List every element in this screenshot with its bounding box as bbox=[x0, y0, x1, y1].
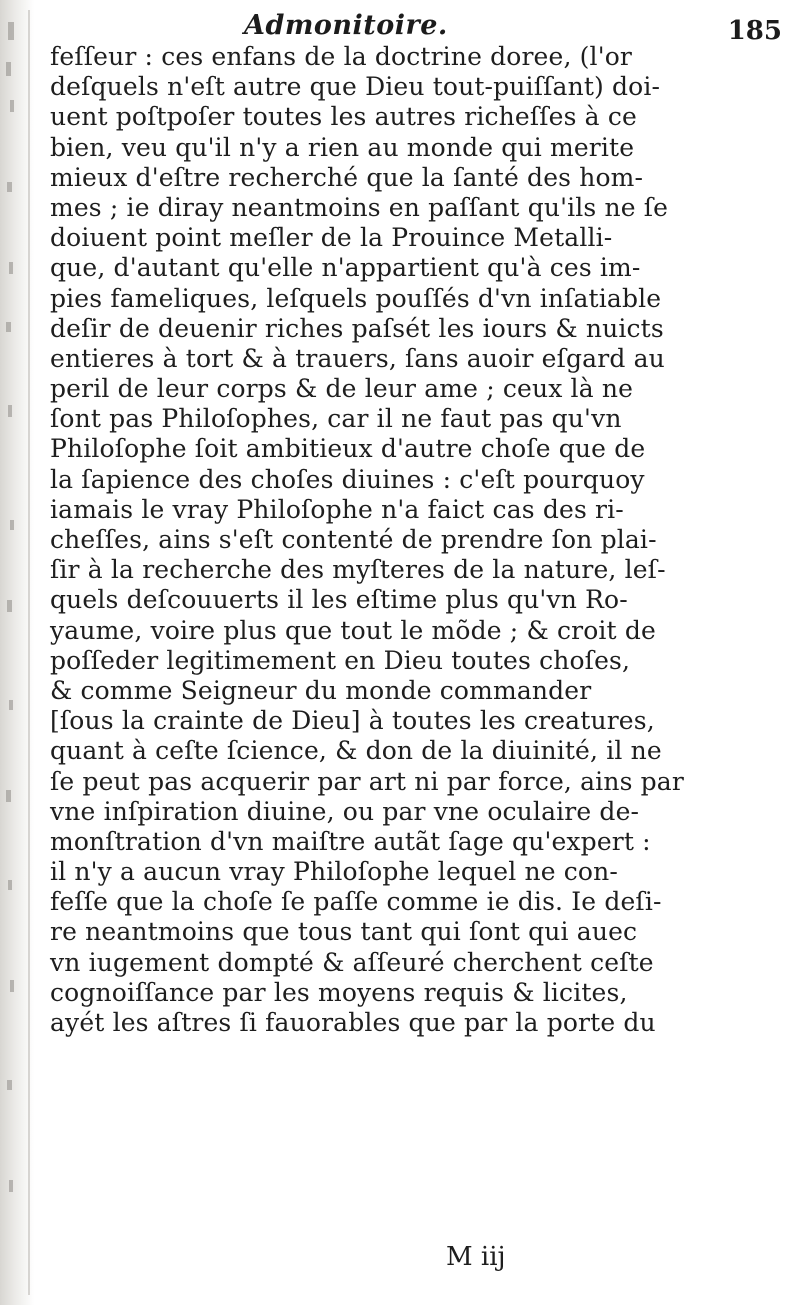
text-line: mieux d'eſtre recherché que la ſanté des hom- bbox=[50, 162, 644, 192]
page-number: 185 bbox=[727, 16, 782, 46]
text-line: ayét les aſtres ſi fauorables que par la porte du bbox=[50, 1008, 656, 1037]
signature-mark: M iij bbox=[446, 1242, 506, 1272]
text-line: Philoſophe ſoit ambitieux d'autre choſe que de bbox=[50, 434, 646, 464]
text-line: doiuent point meſler de la Prouince Metalli- bbox=[50, 223, 613, 253]
binding-shadow-marks bbox=[0, 0, 30, 1305]
text-line: mes ; ie diray neantmoins en paſſant qu'ils ne ſe bbox=[50, 192, 669, 222]
text-line: peril de leur corps & de leur ame ; ceux là ne bbox=[50, 374, 634, 404]
text-line: pies fameliques, leſquels pouſſés d'vn inſatiable bbox=[50, 283, 662, 313]
text-line: ſe peut pas acquerir par art ni par force, ains par bbox=[50, 766, 684, 796]
text-line: cheſſes, ains s'eſt contenté de prendre ſon plai- bbox=[50, 525, 657, 554]
text-line: uent poſtpoſer toutes les autres richeſſes à ce bbox=[50, 102, 637, 132]
text-line: quant à ceſte ſcience, & don de la diuinité, il ne bbox=[50, 736, 662, 766]
text-line: que, d'autant qu'elle n'appartient qu'à ces im- bbox=[50, 253, 641, 283]
text-line: feſſe que la choſe ſe paſſe comme ie dis. Ie deſi- bbox=[50, 887, 662, 917]
text-line: vne inſpiration diuine, ou par vne oculaire de- bbox=[50, 796, 640, 826]
text-line: yaume, voire plus que tout le mõde ; & croit de bbox=[50, 615, 656, 645]
text-line: & comme Seigneur du monde commander bbox=[50, 675, 592, 705]
text-line: [ſous la crainte de Dieu] à toutes les creatures, bbox=[50, 706, 655, 736]
text-line: vn iugement dompté & aſſeuré cherchent ceſte bbox=[50, 947, 654, 977]
text-line: iamais le vray Philoſophe n'a faict cas des ri- bbox=[50, 494, 624, 524]
text-line: deſquels n'eſt autre que Dieu tout-puiſſant) doi- bbox=[50, 72, 661, 102]
text-line: ſont pas Philoſophes, car il ne faut pas qu'vn bbox=[50, 404, 622, 434]
signature-row bbox=[50, 1242, 785, 1282]
text-line: deſir de deuenir riches paſsét les iours & nuicts bbox=[50, 313, 664, 343]
body-text bbox=[50, 42, 785, 1038]
text-line: il n'y a aucun vray Philoſophe lequel ne con- bbox=[50, 857, 618, 887]
binding-gutter bbox=[0, 0, 34, 1305]
text-line: quels deſcouuerts il les eſtime plus qu'vn Ro- bbox=[50, 585, 628, 615]
text-line: monſtration d'vn maiſtre autãt ſage qu'expert : bbox=[50, 826, 651, 856]
text-line: entieres à tort & à trauers, ſans auoir eſgard au bbox=[50, 343, 665, 373]
running-title: Admonitoire. bbox=[244, 10, 448, 41]
text-line: cognoiſſance par les moyens requis & licites, bbox=[50, 977, 628, 1007]
text-line: bien, veu qu'il n'y a rien au monde qui merite bbox=[50, 132, 635, 162]
text-line: re neantmoins que tous tant qui ſont qui auec bbox=[50, 917, 638, 947]
text-line: feſſeur : ces enfans de la doctrine doree, (l'or bbox=[50, 42, 633, 71]
text-line: ſir à la recherche des myſteres de la nature, leſ- bbox=[50, 555, 666, 585]
text-line: poſſeder legitimement en Dieu toutes choſes, bbox=[50, 645, 631, 675]
text-line: la ſapience des choſes diuines : c'eſt pourquoy bbox=[50, 464, 645, 494]
